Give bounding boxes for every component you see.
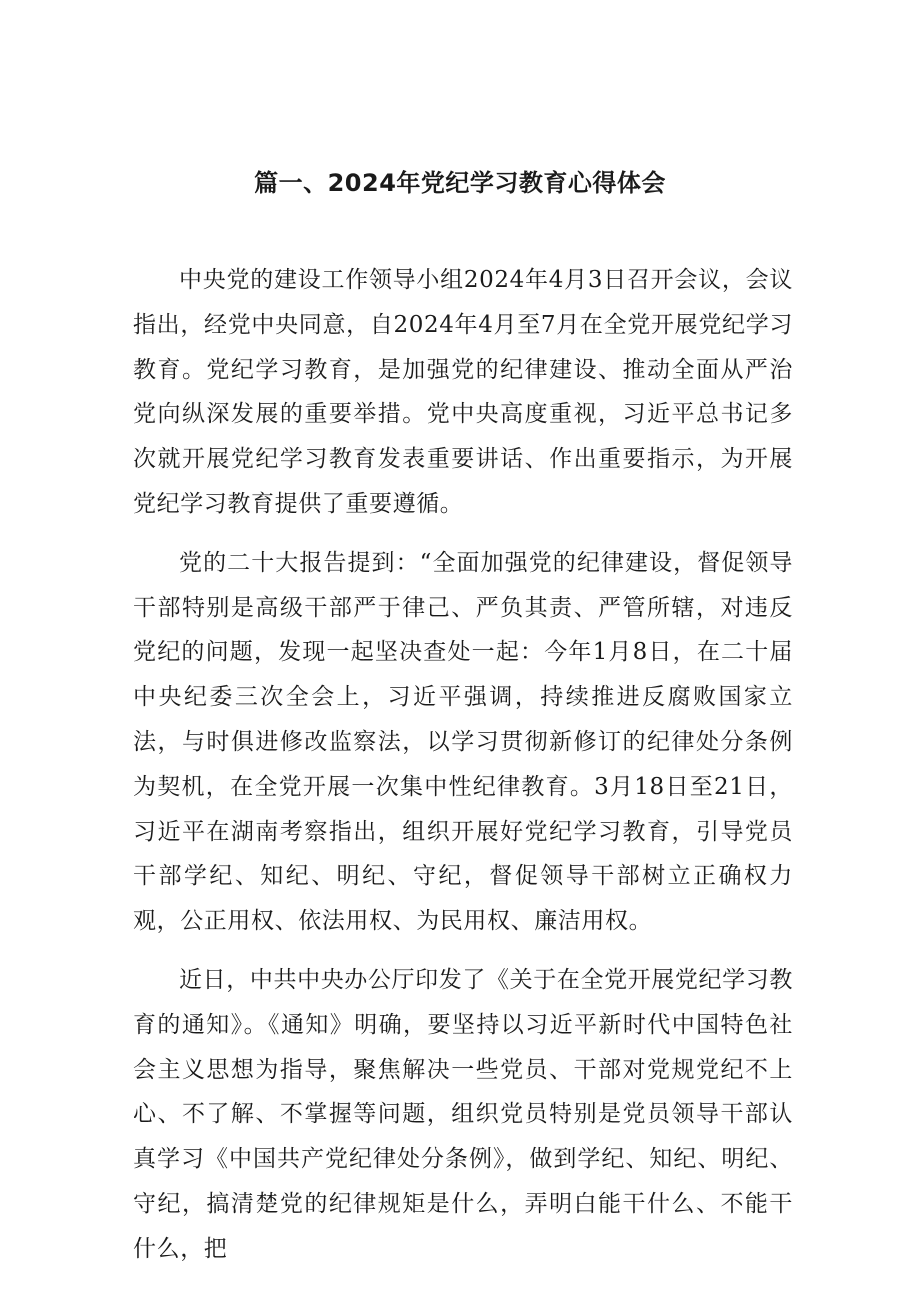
document-title: 篇一、2024年党纪学习教育心得体会 [254,169,666,197]
paragraph-1: 中央党的建设工作领导小组2024年4月3日召开会议，会议指出，经党中央同意，自2024年4月至7月在全党开展党纪学习教育。党纪学习教育，是加强党的纪律建设、推动全面从严治党向纵深发展的重要举措。党中央高度重视，习近平总书记多次就开展党纪学习教育发表重要讲话、作出重要指示，为开展党纪学习教育提供了重要遵循。 [133,267,793,517]
paragraph-2: 党的二十大报告提到：“全面加强党的纪律建设，督促领导干部特别是高级干部严于律己、严负其责、严管所辖，对违反党纪的问题，发现一起坚决查处一起：今年1月8日，在二十届中央纪委三次全会上，习近平强调，持续推进反腐败国家立法，与时俱进修改监察法，以学习贯彻新修订的纪律处分条例为契机，在全党开展一次集中性纪律教育。3月18日至21日，习近平在湖南考察指出，组织开展好党纪学习教育，引导党员干部学纪、知纪、明纪、守纪，督促领导干部树立正确权力观，公正用权、依法用权、为民用权、廉洁用权。 [133,549,793,935]
paragraph-3: 近日，中共中央办公厅印发了《关于在全党开展党纪学习教育的通知》。《通知》明确，要坚持以习近平新时代中国特色社会主义思想为指导，聚焦解决一些党员、干部对党规党纪不上心、不了解、不掌握等问题，组织党员特别是党员领导干部认真学习《中国共产党纪律处分条例》，做到学纪、知纪、明纪、守纪，搞清楚党的纪律规矩是什么，弄明白能干什么、不能干什么，把 [133,966,793,1262]
document-body [133,258,793,1286]
